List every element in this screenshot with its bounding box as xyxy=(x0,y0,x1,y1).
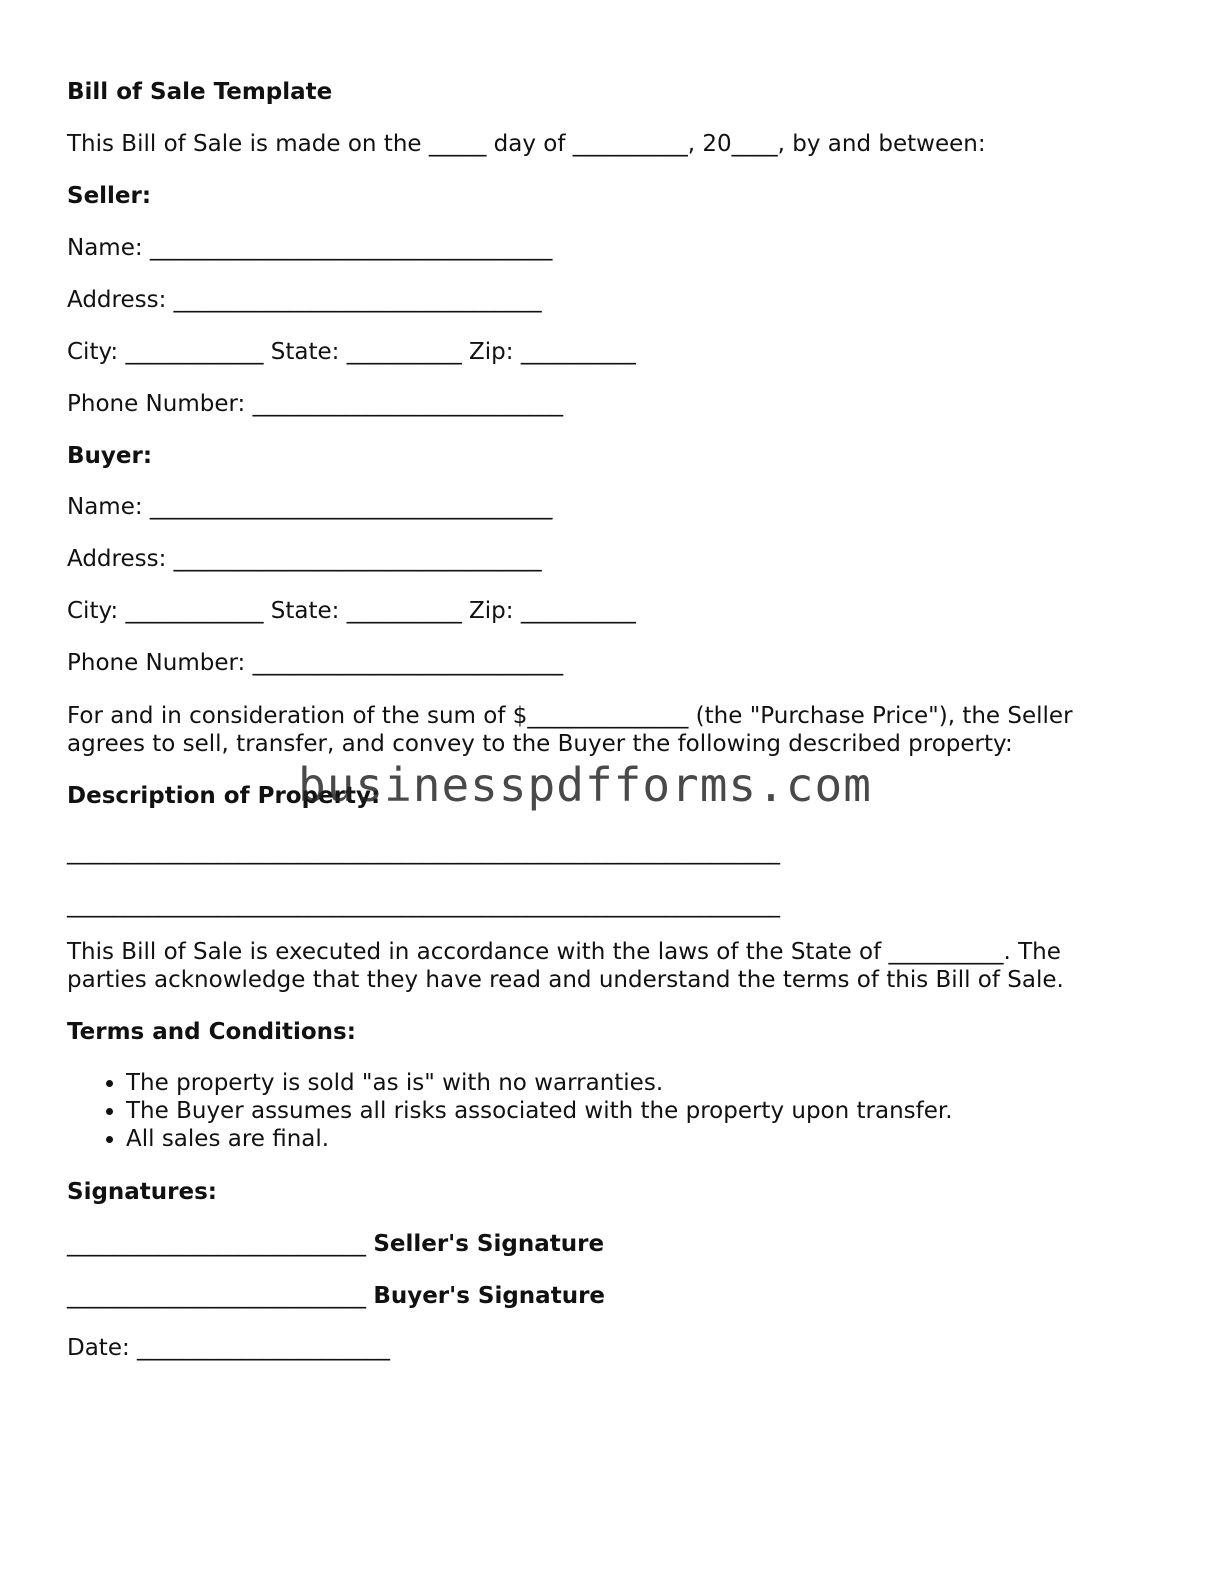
terms-list xyxy=(67,1069,953,1153)
seller-address-field: Address: ________________________________ xyxy=(67,287,542,313)
seller-city-state-zip-field: City: ____________ State: __________ Zip: __________ xyxy=(67,339,636,365)
governing-law-paragraph: This Bill of Sale is executed in accordance with the laws of the State of __________. The parties acknowledge that they have read and understand the terms of this Bill of Sale. xyxy=(67,939,1064,993)
intro-sentence: This Bill of Sale is made on the _____ day of __________, 20____, by and between: xyxy=(67,131,986,157)
buyer-city-state-zip-field: City: ____________ State: __________ Zip: __________ xyxy=(67,598,636,624)
buyer-signature-label: Buyer's Signature xyxy=(373,1283,606,1309)
buyer-address-field: Address: ________________________________ xyxy=(67,546,542,572)
buyer-name-field: Name: ___________________________________ xyxy=(67,494,553,520)
seller-name-field: Name: ___________________________________ xyxy=(67,235,553,261)
buyer-signature-blank: __________________________ xyxy=(67,1283,366,1309)
document-title: Bill of Sale Template xyxy=(67,79,333,105)
terms-heading: Terms and Conditions: xyxy=(67,1019,356,1045)
buyer-phone-field: Phone Number: ___________________________ xyxy=(67,650,564,676)
consideration-paragraph: For and in consideration of the sum of $______________ (the "Purchase Price"), the Seller agrees to sell, transfer, and convey to the Buyer the following described property: xyxy=(67,703,1073,757)
buyer-signature-row xyxy=(67,1282,605,1310)
signatures-heading: Signatures: xyxy=(67,1179,218,1205)
watermark: businesspdfforms.com xyxy=(298,758,872,812)
terms-list-item: • The property is sold "as is" with no warranties. xyxy=(126,1069,953,1097)
description-heading: Description of Property: xyxy=(67,783,381,809)
buyer-heading: Buyer: xyxy=(67,443,153,469)
seller-heading: Seller: xyxy=(67,183,152,209)
seller-signature-blank: __________________________ xyxy=(67,1231,366,1257)
description-blank-line-1: ______________________________________________________________ xyxy=(67,839,780,865)
description-blank-line-2: ______________________________________________________________ xyxy=(67,892,780,918)
terms-list-item: • All sales are final. xyxy=(126,1125,953,1153)
seller-signature-label: Seller's Signature xyxy=(373,1231,605,1257)
date-field: Date: ______________________ xyxy=(67,1335,391,1361)
terms-list-item: • The Buyer assumes all risks associated with the property upon transfer. xyxy=(126,1097,953,1125)
seller-signature-row xyxy=(67,1230,604,1258)
seller-phone-field: Phone Number: ___________________________ xyxy=(67,391,564,417)
